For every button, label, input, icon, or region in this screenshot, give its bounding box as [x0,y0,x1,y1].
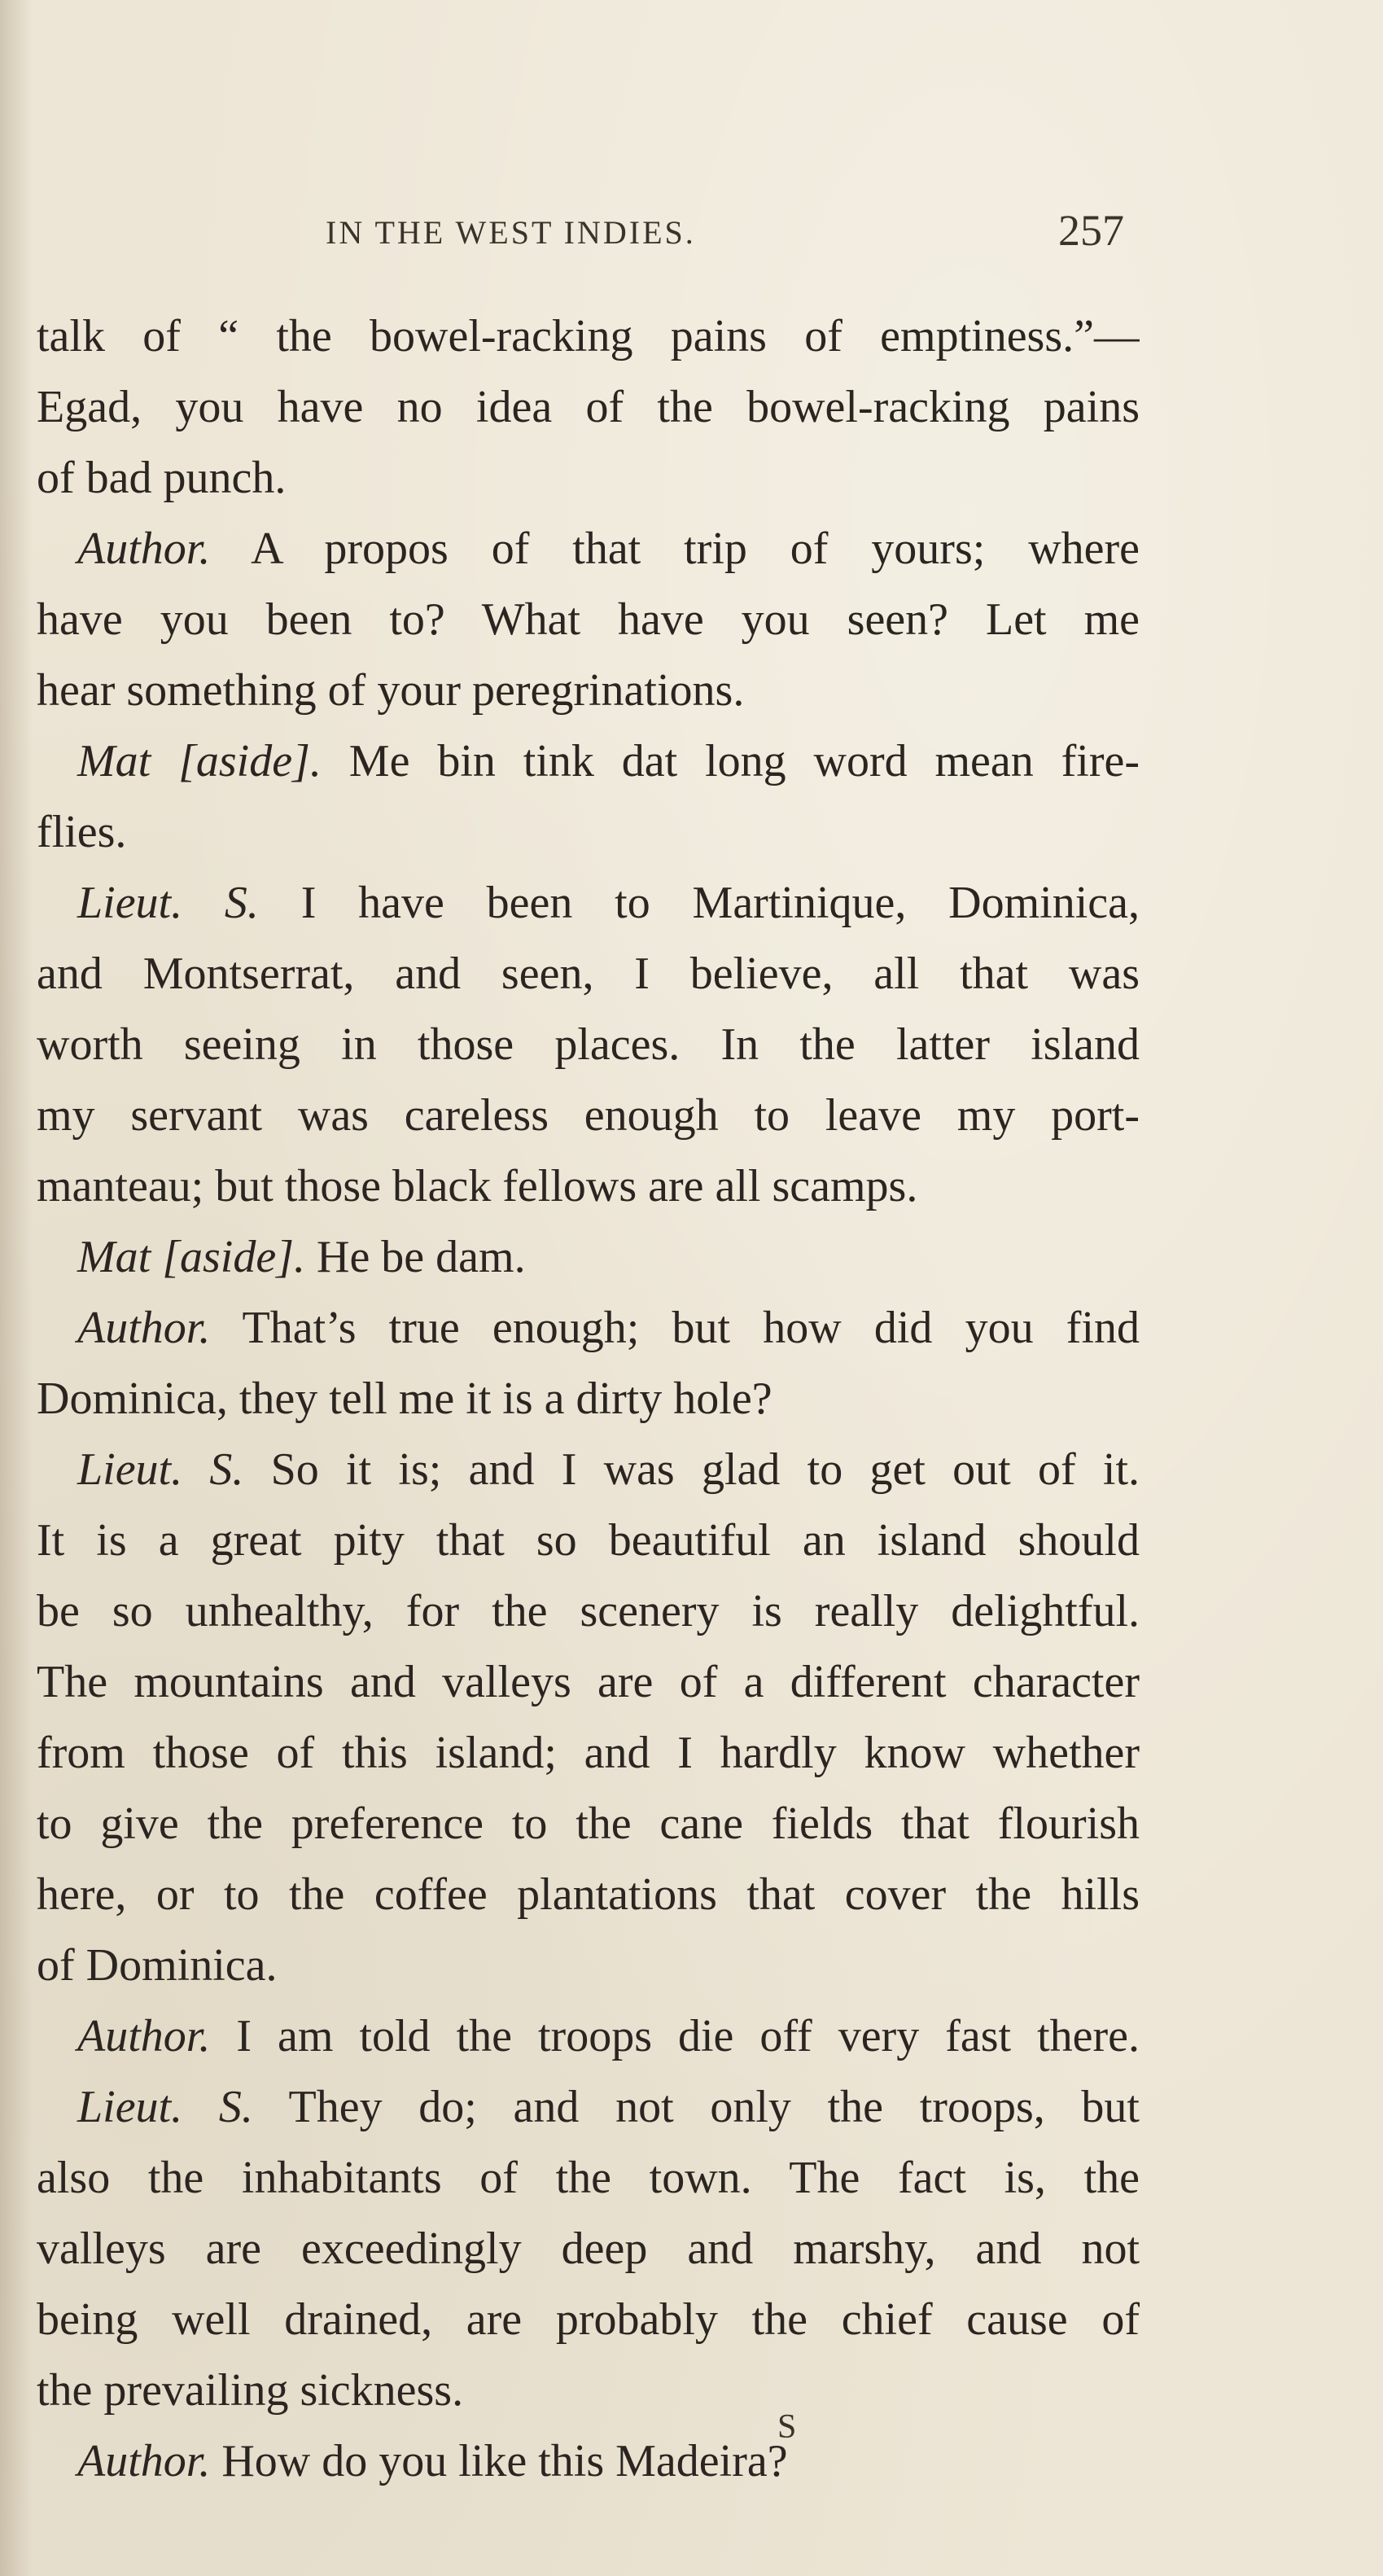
line-text: have you been to? What have you seen? Let me [37,594,1140,645]
text-line [37,939,1140,1010]
text-line [37,655,1140,726]
body-text [37,301,1140,2497]
speaker-name: Lieut. S. [77,1444,244,1495]
speaker-name: Lieut. S. [77,878,259,928]
line-text: of Dominica. [37,1940,278,1991]
speaker-name: Author. [77,524,211,574]
line-text: also the inhabitants of the town. The fact is, the [37,2153,1140,2203]
line-text: from those of this island; and I hardly know whether [37,1728,1140,1778]
line-text: worth seeing in those places. In the latter island [37,1019,1140,1070]
text-line [37,514,1140,585]
text-line [37,1930,1140,2001]
line-text: So it is; and I was glad to get out of it. [243,1444,1140,1495]
line-text: That’s true enough; but how did you find [210,1303,1140,1353]
line-text: Dominica, they tell me it is a dirty hole? [37,1373,772,1424]
line-text: and Montserrat, and seen, I believe, all that was [37,948,1140,999]
line-text: The mountains and valleys are of a different character [37,1657,1140,1707]
line-text: I am told the troops die off very fast there. [210,2011,1140,2061]
line-text: He be dam. [305,1232,526,1282]
line-text: here, or to the coffee plantations that cover the hills [37,1869,1140,1920]
line-text: the prevailing sickness. [37,2365,464,2416]
text-line [37,2426,1140,2497]
text-line [37,1718,1140,1789]
line-text: It is a great pity that so beautiful an island should [37,1515,1140,1566]
speaker-name: Lieut. S. [77,2082,253,2132]
text-line [37,2355,1140,2426]
line-text: I have been to Martinique, Dominica, [258,878,1140,928]
text-line [37,1860,1140,1930]
text-line [37,868,1140,939]
line-text: Me bin tink dat long word mean fire- [321,736,1140,786]
line-text: valleys are exceedingly deep and marshy, and not [37,2223,1140,2274]
text-line [37,797,1140,868]
speaker-name: Author. [77,2011,211,2061]
text-line [37,2001,1140,2072]
line-text: A propos of that trip of yours; where [210,524,1140,574]
gutter-shadow [0,0,33,2576]
line-text: hear something of your peregrinations. [37,665,745,716]
text-line [37,1080,1140,1151]
text-line [37,443,1140,514]
line-text: How do you like this Madeira? [210,2436,788,2486]
signature-mark: S [777,2408,797,2446]
line-text: talk of “ the bowel-racking pains of emptiness.”— [37,311,1140,361]
text-line [37,1435,1140,1505]
speaker-name: Mat [aside]. [77,1232,305,1282]
text-line [37,1293,1140,1364]
text-line [37,2072,1140,2143]
line-text: manteau; but those black fellows are all scamps. [37,1161,918,1211]
text-line [37,2214,1140,2285]
text-line [37,372,1140,443]
line-text: to give the preference to the cane fields that flourish [37,1798,1140,1849]
line-text: be so unhealthy, for the scenery is really delightful. [37,1586,1140,1636]
speaker-name: Mat [aside]. [77,736,322,786]
text-line [37,2285,1140,2355]
text-line [37,1505,1140,1576]
line-text: Egad, you have no idea of the bowel-racking pains [37,382,1140,432]
text-line [37,1576,1140,1647]
line-text: flies. [37,807,127,857]
running-head: IN THE WEST INDIES. [326,214,696,251]
text-line [37,1010,1140,1080]
text-line [37,2143,1140,2214]
line-text: of bad punch. [37,453,287,503]
text-line [37,1789,1140,1860]
speaker-name: Author. [77,1303,211,1353]
text-line [37,301,1140,372]
page-number: 257 [1058,206,1124,255]
text-line [37,585,1140,655]
line-text: They do; and not only the troops, but [252,2082,1140,2132]
text-line [37,1364,1140,1435]
text-line [37,1647,1140,1718]
line-text: my servant was careless enough to leave my port- [37,1090,1140,1141]
text-line [37,1222,1140,1293]
line-text: being well drained, are probably the chief cause of [37,2294,1140,2345]
speaker-name: Author. [77,2436,211,2486]
text-line [37,726,1140,797]
text-line [37,1151,1140,1222]
